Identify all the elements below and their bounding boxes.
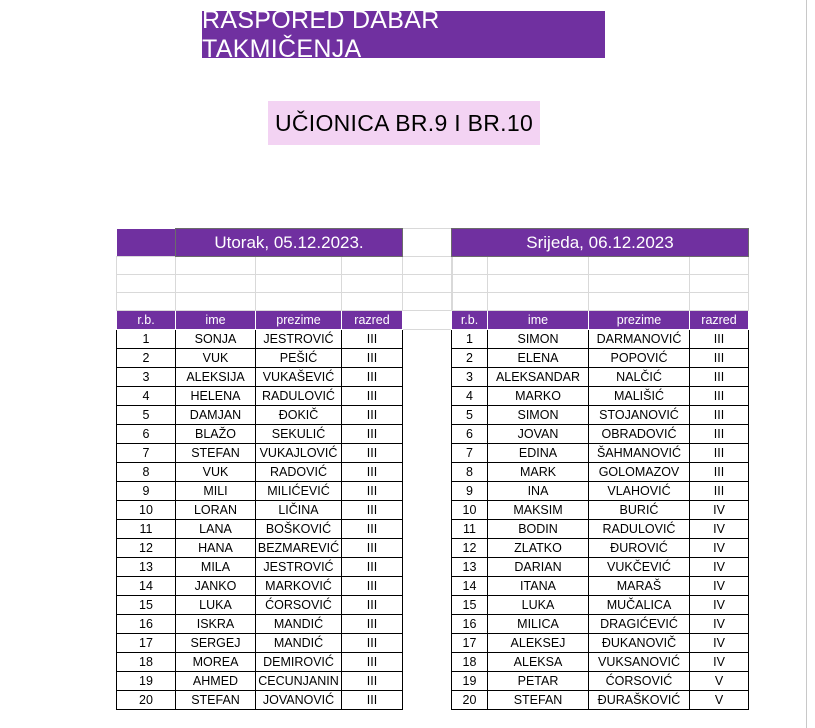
blank-row xyxy=(117,257,453,275)
cell-ime: HELENA xyxy=(176,387,256,406)
cell-razred: III xyxy=(342,349,403,368)
table-row xyxy=(117,596,453,615)
cell-ime: ZLATKO xyxy=(488,539,589,558)
cell-prezime: ĐUKANOVIČ xyxy=(589,634,690,653)
empty-cell xyxy=(403,634,453,653)
schedule-body-tuesday xyxy=(117,229,453,710)
empty-cell xyxy=(403,596,453,615)
blank-row xyxy=(117,293,453,311)
cell-ime: INA xyxy=(488,482,589,501)
cell-ime: MILA xyxy=(176,558,256,577)
table-row xyxy=(117,634,453,653)
cell-prezime: VUKSANOVIĆ xyxy=(589,653,690,672)
cell-razred: IV xyxy=(690,501,749,520)
cell-prezime: JOVANOVIĆ xyxy=(256,691,342,710)
cell-prezime: OBRADOVIĆ xyxy=(589,425,690,444)
cell-ime: EDINA xyxy=(488,444,589,463)
cell-razred: III xyxy=(342,501,403,520)
cell-ime: BODIN xyxy=(488,520,589,539)
empty-cell xyxy=(403,406,453,425)
table-row xyxy=(117,501,453,520)
table-row xyxy=(117,425,453,444)
cell-prezime: MARKOVIĆ xyxy=(256,577,342,596)
cell-ime: ALEKSA xyxy=(488,653,589,672)
table-row xyxy=(117,387,453,406)
cell-rb: 10 xyxy=(452,501,488,520)
empty-cell xyxy=(403,615,453,634)
cell-razred: IV xyxy=(690,653,749,672)
table-row xyxy=(452,615,749,634)
empty-cell xyxy=(403,520,453,539)
cell-razred: III xyxy=(342,482,403,501)
empty-cell xyxy=(403,558,453,577)
cell-razred: III xyxy=(342,463,403,482)
cell-ime: ALEKSANDAR xyxy=(488,368,589,387)
cell-ime: MILICA xyxy=(488,615,589,634)
cell-prezime: RADULOVIĆ xyxy=(589,520,690,539)
empty-cell xyxy=(403,311,453,330)
table-row xyxy=(452,425,749,444)
cell-razred: III xyxy=(342,672,403,691)
cell-razred: III xyxy=(342,691,403,710)
cell-razred: III xyxy=(690,463,749,482)
cell-razred: III xyxy=(342,539,403,558)
cell-ime: BLAŽO xyxy=(176,425,256,444)
cell-rb: 17 xyxy=(117,634,176,653)
cell-prezime: MALIŠIĆ xyxy=(589,387,690,406)
cell-rb: 19 xyxy=(452,672,488,691)
cell-ime: DAMJAN xyxy=(176,406,256,425)
table-row xyxy=(452,520,749,539)
cell-rb: 13 xyxy=(452,558,488,577)
table-row xyxy=(117,444,453,463)
page-edge xyxy=(806,0,807,728)
column-header-razred: razred xyxy=(342,311,403,330)
empty-cell xyxy=(403,539,453,558)
column-header-rb: r.b. xyxy=(452,311,488,330)
cell-rb: 4 xyxy=(117,387,176,406)
column-header-rb: r.b. xyxy=(117,311,176,330)
table-row xyxy=(452,330,749,349)
day-header-row xyxy=(117,229,453,257)
cell-rb: 6 xyxy=(117,425,176,444)
empty-cell xyxy=(403,463,453,482)
cell-ime: STEFAN xyxy=(488,691,589,710)
cell-razred: IV xyxy=(690,539,749,558)
cell-prezime: RADULOVIĆ xyxy=(256,387,342,406)
cell-ime: MAKSIM xyxy=(488,501,589,520)
cell-prezime: LIČINA xyxy=(256,501,342,520)
cell-razred: III xyxy=(342,596,403,615)
table-row xyxy=(117,691,453,710)
cell-ime: SIMON xyxy=(488,406,589,425)
cell-rb: 8 xyxy=(452,463,488,482)
cell-rb: 11 xyxy=(117,520,176,539)
empty-cell xyxy=(403,691,453,710)
cell-rb: 9 xyxy=(117,482,176,501)
table-row xyxy=(452,501,749,520)
cell-razred: III xyxy=(342,330,403,349)
empty-cell xyxy=(403,387,453,406)
table-row xyxy=(117,463,453,482)
cell-razred: III xyxy=(342,615,403,634)
cell-rb: 16 xyxy=(452,615,488,634)
table-row xyxy=(452,577,749,596)
table-row xyxy=(117,577,453,596)
empty-cell xyxy=(403,577,453,596)
cell-rb: 18 xyxy=(117,653,176,672)
cell-prezime: VUKAJLOVIĆ xyxy=(256,444,342,463)
cell-razred: III xyxy=(342,634,403,653)
cell-razred: III xyxy=(342,387,403,406)
cell-razred: V xyxy=(690,691,749,710)
day-header-row xyxy=(452,229,749,257)
cell-prezime: ĆORSOVIĆ xyxy=(256,596,342,615)
cell-ime: LORAN xyxy=(176,501,256,520)
cell-razred: III xyxy=(342,368,403,387)
cell-razred: III xyxy=(690,444,749,463)
cell-rb: 1 xyxy=(117,330,176,349)
table-row xyxy=(452,349,749,368)
cell-prezime: POPOVIĆ xyxy=(589,349,690,368)
cell-prezime: BURIĆ xyxy=(589,501,690,520)
empty-cell xyxy=(403,653,453,672)
cell-razred: IV xyxy=(690,615,749,634)
empty-cell xyxy=(403,368,453,387)
cell-prezime: MANDIĆ xyxy=(256,615,342,634)
empty-cell xyxy=(403,482,453,501)
cell-rb: 8 xyxy=(117,463,176,482)
cell-rb: 5 xyxy=(452,406,488,425)
cell-rb: 9 xyxy=(452,482,488,501)
cell-rb: 2 xyxy=(452,349,488,368)
cell-rb: 7 xyxy=(117,444,176,463)
cell-razred: III xyxy=(342,558,403,577)
table-row xyxy=(117,482,453,501)
cell-prezime: BEZMAREVIĆ xyxy=(256,539,342,558)
column-header-ime: ime xyxy=(176,311,256,330)
cell-ime: SONJA xyxy=(176,330,256,349)
cell-prezime: DARMANOVIĆ xyxy=(589,330,690,349)
cell-razred: III xyxy=(342,653,403,672)
cell-razred: III xyxy=(690,406,749,425)
cell-razred: III xyxy=(690,482,749,501)
cell-ime: SERGEJ xyxy=(176,634,256,653)
schedule-body-wednesday xyxy=(452,229,749,710)
cell-prezime: JESTROVIĆ xyxy=(256,330,342,349)
cell-ime: AHMED xyxy=(176,672,256,691)
cell-razred: IV xyxy=(690,634,749,653)
cell-razred: III xyxy=(342,406,403,425)
cell-rb: 4 xyxy=(452,387,488,406)
table-row xyxy=(452,482,749,501)
cell-rb: 20 xyxy=(117,691,176,710)
blank-row xyxy=(452,293,749,311)
table-row xyxy=(117,558,453,577)
empty-cell xyxy=(403,229,453,257)
cell-razred: IV xyxy=(690,577,749,596)
cell-ime: ITANA xyxy=(488,577,589,596)
table-row xyxy=(452,558,749,577)
cell-prezime: DRAGIĆEVIĆ xyxy=(589,615,690,634)
cell-rb: 12 xyxy=(452,539,488,558)
day-label-tuesday: Utorak, 05.12.2023. xyxy=(176,229,403,257)
cell-ime: ALEKSEJ xyxy=(488,634,589,653)
corner-cell xyxy=(117,229,176,257)
empty-cell xyxy=(403,330,453,349)
empty-cell xyxy=(403,501,453,520)
cell-prezime: DEMIROVIĆ xyxy=(256,653,342,672)
cell-prezime: ĐURAŠKOVIĆ xyxy=(589,691,690,710)
cell-razred: III xyxy=(690,387,749,406)
schedule-table-wednesday xyxy=(451,228,749,710)
table-row xyxy=(117,330,453,349)
cell-ime: MILI xyxy=(176,482,256,501)
cell-rb: 7 xyxy=(452,444,488,463)
cell-razred: III xyxy=(690,425,749,444)
cell-prezime: VUKČEVIĆ xyxy=(589,558,690,577)
cell-rb: 3 xyxy=(452,368,488,387)
blank-row xyxy=(452,257,749,275)
cell-prezime: JESTROVIĆ xyxy=(256,558,342,577)
table-row xyxy=(452,596,749,615)
table-row xyxy=(117,349,453,368)
cell-rb: 14 xyxy=(117,577,176,596)
cell-ime: ALEKSIJA xyxy=(176,368,256,387)
cell-rb: 13 xyxy=(117,558,176,577)
cell-rb: 15 xyxy=(452,596,488,615)
cell-rb: 12 xyxy=(117,539,176,558)
empty-cell xyxy=(403,672,453,691)
cell-ime: MOREA xyxy=(176,653,256,672)
cell-prezime: MANDIĆ xyxy=(256,634,342,653)
cell-prezime: ĐOKIČ xyxy=(256,406,342,425)
cell-prezime: STOJANOVIĆ xyxy=(589,406,690,425)
cell-ime: ISKRA xyxy=(176,615,256,634)
table-row xyxy=(117,672,453,691)
cell-prezime: SEKULIĆ xyxy=(256,425,342,444)
table-row xyxy=(452,406,749,425)
cell-prezime: CECUNJANIN xyxy=(256,672,342,691)
cell-prezime: ĆORSOVIĆ xyxy=(589,672,690,691)
empty-cell xyxy=(403,444,453,463)
column-header-prezime: prezime xyxy=(589,311,690,330)
table-row xyxy=(117,368,453,387)
cell-ime: HANA xyxy=(176,539,256,558)
column-header-prezime: prezime xyxy=(256,311,342,330)
cell-prezime: MARAŠ xyxy=(589,577,690,596)
cell-razred: III xyxy=(342,425,403,444)
table-row xyxy=(117,653,453,672)
table-row xyxy=(117,406,453,425)
blank-row xyxy=(452,275,749,293)
cell-prezime: VLAHOVIĆ xyxy=(589,482,690,501)
cell-rb: 14 xyxy=(452,577,488,596)
cell-ime: ELENA xyxy=(488,349,589,368)
cell-ime: DARIAN xyxy=(488,558,589,577)
cell-rb: 16 xyxy=(117,615,176,634)
table-row xyxy=(452,539,749,558)
cell-prezime: MILIĆEVIĆ xyxy=(256,482,342,501)
cell-rb: 20 xyxy=(452,691,488,710)
table-row xyxy=(452,653,749,672)
cell-prezime: GOLOMAZOV xyxy=(589,463,690,482)
schedule-table-tuesday xyxy=(116,228,453,710)
cell-rb: 3 xyxy=(117,368,176,387)
table-row xyxy=(452,463,749,482)
cell-rb: 18 xyxy=(452,653,488,672)
cell-rb: 10 xyxy=(117,501,176,520)
column-header-razred: razred xyxy=(690,311,749,330)
cell-razred: IV xyxy=(690,596,749,615)
blank-row xyxy=(117,275,453,293)
cell-ime: STEFAN xyxy=(176,691,256,710)
column-header-row xyxy=(452,311,749,330)
cell-ime: MARKO xyxy=(488,387,589,406)
cell-ime: JANKO xyxy=(176,577,256,596)
cell-razred: III xyxy=(342,577,403,596)
table-row xyxy=(452,444,749,463)
column-header-ime: ime xyxy=(488,311,589,330)
table-row xyxy=(452,368,749,387)
cell-rb: 1 xyxy=(452,330,488,349)
cell-prezime: BOŠKOVIĆ xyxy=(256,520,342,539)
table-row xyxy=(117,520,453,539)
cell-ime: MARK xyxy=(488,463,589,482)
cell-rb: 15 xyxy=(117,596,176,615)
cell-rb: 19 xyxy=(117,672,176,691)
page-title: RASPORED DABAR TAKMIČENJA xyxy=(202,11,605,58)
cell-prezime: NALČIĆ xyxy=(589,368,690,387)
cell-rb: 6 xyxy=(452,425,488,444)
cell-prezime: MUČALICA xyxy=(589,596,690,615)
cell-ime: LUKA xyxy=(488,596,589,615)
table-row xyxy=(117,539,453,558)
cell-prezime: PEŠIĆ xyxy=(256,349,342,368)
table-row xyxy=(117,615,453,634)
cell-razred: IV xyxy=(690,520,749,539)
cell-rb: 11 xyxy=(452,520,488,539)
cell-razred: III xyxy=(690,368,749,387)
table-row xyxy=(452,691,749,710)
column-header-row xyxy=(117,311,453,330)
cell-prezime: ĐUROVIĆ xyxy=(589,539,690,558)
table-row xyxy=(452,634,749,653)
cell-ime: JOVAN xyxy=(488,425,589,444)
empty-cell xyxy=(403,425,453,444)
cell-razred: III xyxy=(690,330,749,349)
cell-razred: III xyxy=(690,349,749,368)
cell-razred: V xyxy=(690,672,749,691)
table-row xyxy=(452,387,749,406)
cell-prezime: RADOVIĆ xyxy=(256,463,342,482)
cell-rb: 17 xyxy=(452,634,488,653)
cell-ime: LUKA xyxy=(176,596,256,615)
cell-prezime: VUKAŠEVIĆ xyxy=(256,368,342,387)
day-label-wednesday: Srijeda, 06.12.2023 xyxy=(452,229,749,257)
cell-ime: STEFAN xyxy=(176,444,256,463)
page-subtitle: UČIONICA BR.9 I BR.10 xyxy=(268,101,540,145)
cell-ime: LANA xyxy=(176,520,256,539)
cell-prezime: ŠAHMANOVIĆ xyxy=(589,444,690,463)
cell-razred: IV xyxy=(690,558,749,577)
cell-ime: VUK xyxy=(176,349,256,368)
cell-razred: III xyxy=(342,520,403,539)
table-row xyxy=(452,672,749,691)
empty-cell xyxy=(403,349,453,368)
cell-razred: III xyxy=(342,444,403,463)
cell-rb: 5 xyxy=(117,406,176,425)
cell-ime: SIMON xyxy=(488,330,589,349)
cell-rb: 2 xyxy=(117,349,176,368)
cell-ime: PETAR xyxy=(488,672,589,691)
cell-ime: VUK xyxy=(176,463,256,482)
